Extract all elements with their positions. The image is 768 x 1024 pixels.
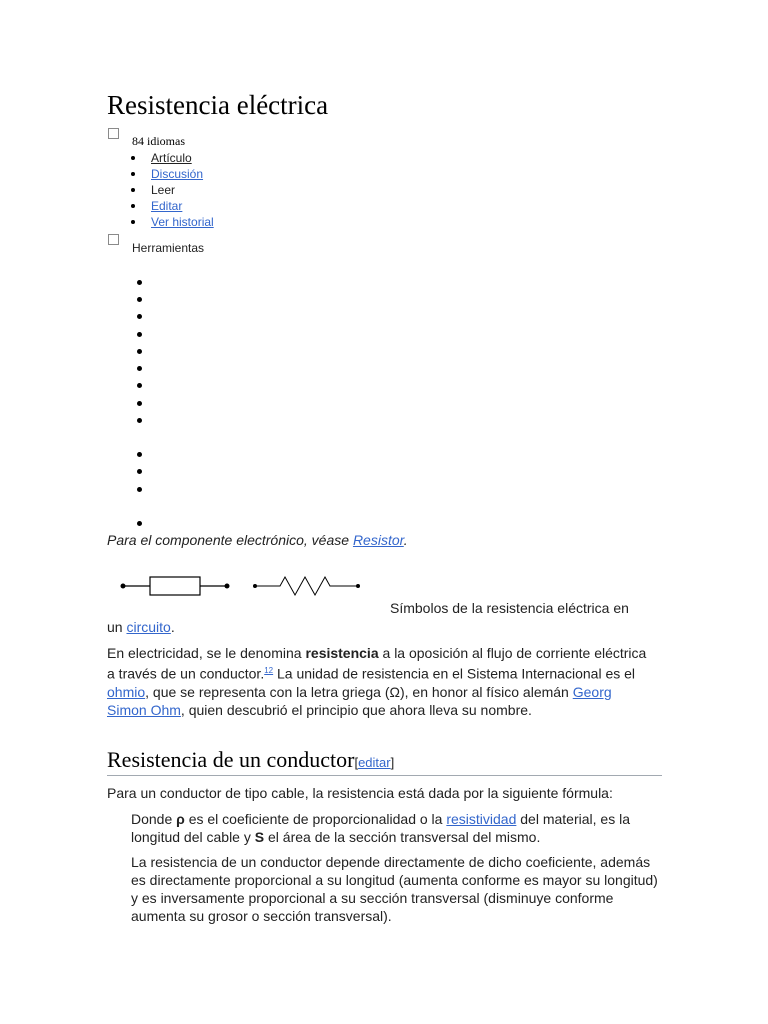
tool-list-item[interactable] (137, 349, 142, 354)
tab-discusion[interactable] (131, 166, 214, 182)
formula-explanation (131, 810, 661, 846)
explanation-text-2: es el coeficiente de proporcionalidad o la (184, 811, 447, 827)
tab-articulo[interactable] (131, 150, 214, 166)
intro-paragraph (107, 644, 647, 719)
circuito-link[interactable]: circuito (126, 619, 171, 635)
edit-close-bracket: ] (390, 755, 395, 770)
tool-list-item[interactable] (137, 332, 142, 337)
tab-ver-historial[interactable] (131, 214, 214, 230)
georg-simon-ohm-link[interactable]: Georg Simon Ohm (107, 683, 612, 718)
section-edit-link[interactable]: editar (358, 755, 391, 770)
caption-text: un (107, 619, 127, 635)
tool-list-item[interactable] (137, 521, 142, 526)
tool-list-item[interactable] (137, 314, 142, 319)
hatnote (107, 532, 408, 548)
resistencia-term: resistencia (305, 645, 379, 661)
figure-caption: Símbolos de la resistencia eléctrica en (390, 600, 629, 616)
hatnote-text: Para el componente electrónico, véase (107, 532, 353, 548)
explanation-text-3: del material, es la longitud del cable y (131, 811, 630, 845)
tool-list-item[interactable] (137, 366, 142, 371)
tab-leer[interactable] (131, 182, 214, 198)
tool-list-item[interactable] (137, 487, 142, 492)
resistor-link[interactable]: Resistor (352, 532, 404, 548)
page-title: Resistencia eléctrica (107, 90, 329, 120)
ohmio-link[interactable]: ohmio (107, 683, 146, 700)
edit-open-bracket: [ (354, 755, 359, 770)
conductor-paragraph: La resistencia de un conductor depende directamente de dicho coeficiente, además es directamente proporcional a su longitud (aumenta conforme es mayor su longitud) y es inversamente proporcional a su sección transversal (disminuye conforme aumenta su grosor o sección transversal). (131, 854, 658, 924)
tool-list-item[interactable] (137, 452, 142, 457)
intro-text-3: La unidad de resistencia en el Sistema Internacional es el (273, 665, 636, 682)
tools-label[interactable]: Herramientas (132, 241, 205, 255)
tool-list-item[interactable] (137, 297, 142, 302)
tools-checkbox[interactable] (108, 234, 119, 245)
rho-symbol: ρ (176, 811, 185, 827)
section-lead: Para un conductor de tipo cable, la resistencia está dada por la siguiente fórmula: (107, 785, 613, 801)
intro-text-2: a la oposición al flujo de corriente eléctrica a través de un conductor. (107, 645, 647, 682)
tab-leer-label[interactable]: Leer (151, 183, 176, 197)
tool-list-item[interactable] (137, 280, 142, 285)
resistor-symbols-image (115, 570, 375, 602)
s-symbol: S (254, 829, 265, 845)
tab-historial-label[interactable]: Ver historial (151, 215, 214, 229)
resistividad-link[interactable]: resistividad (446, 811, 517, 827)
tool-list-item[interactable] (137, 418, 142, 423)
section-heading (107, 747, 662, 776)
tab-articulo-label[interactable]: Artículo (151, 151, 192, 165)
figure-caption-continued (107, 619, 175, 635)
page-tabs (131, 150, 214, 230)
intro-text-5: , quien descubrió el principio que ahora lleva su nombre. (180, 701, 532, 718)
caption-end: . (170, 619, 175, 635)
tool-list-item[interactable] (137, 383, 142, 388)
intro-text-4: , que se representa con la letra griega (Ω), en honor al físico alemán (145, 683, 573, 700)
tab-discusion-label[interactable]: Discusión (151, 167, 204, 181)
languages-checkbox[interactable] (108, 128, 119, 139)
explanation-text-1: Donde (131, 811, 177, 827)
tool-list-item[interactable] (137, 401, 142, 406)
explanation-text-4: el área de la sección transversal del mismo. (264, 829, 541, 845)
tab-editar[interactable] (131, 198, 214, 214)
rectangle-resistor-symbol (121, 577, 230, 595)
tool-list-item[interactable] (137, 469, 142, 474)
section-heading-text: Resistencia de un conductor (107, 747, 355, 772)
intro-text-1: En electricidad, se le denomina (107, 645, 306, 661)
hatnote-end: . (403, 532, 408, 548)
languages-label[interactable]: 84 idiomas (132, 134, 185, 148)
zigzag-resistor-symbol (253, 577, 360, 595)
section-edit (354, 755, 394, 770)
reference-link[interactable]: 12 (264, 666, 274, 675)
tab-editar-label[interactable]: Editar (151, 199, 183, 213)
